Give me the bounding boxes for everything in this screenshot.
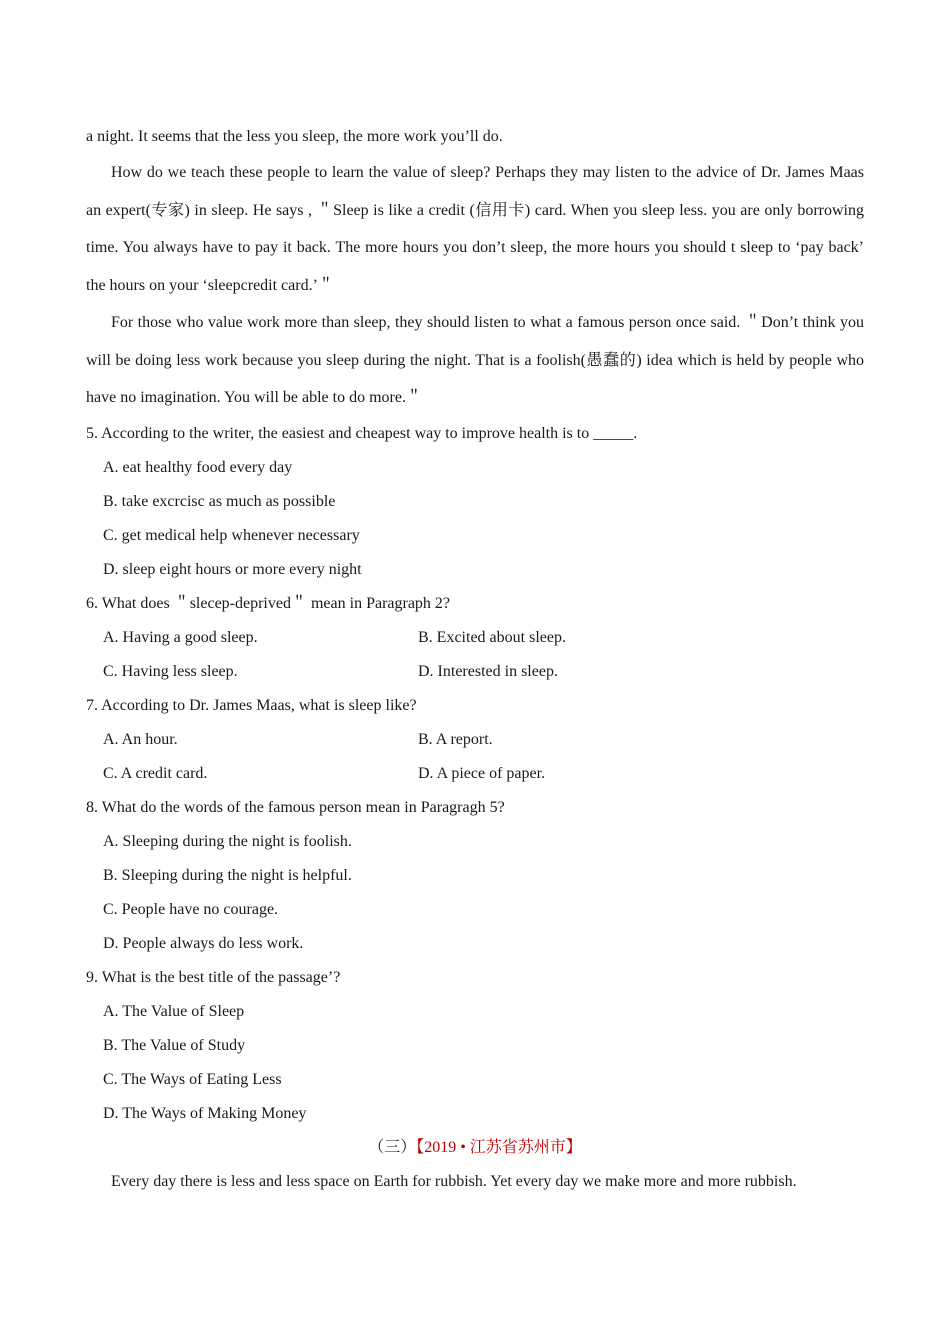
option-c: C. People have no courage. <box>103 900 279 918</box>
question-stem: 6. What does ＂slecep-deprived＂ mean in Paragraph 2? <box>86 594 451 612</box>
document-page <box>86 120 864 1199</box>
passage-paragraph-3: For those who value work more than sleep, they should listen to what a famous person once said. ＂Don’t think you will be doing less work because you sleep during the night. That is a foolish(愚蠢的) idea which is held by people who have no imagination. You will be able to do more.＂ <box>86 314 865 406</box>
question-stem: 7. According to Dr. James Maas, what is sleep like? <box>86 696 417 714</box>
option-d: D. The Ways of Making Money <box>103 1104 307 1122</box>
option-b: B. take excrcisc as much as possible <box>103 492 336 510</box>
question-8 <box>86 791 864 961</box>
option-b: B. Excited about sleep. <box>418 628 566 646</box>
question-7 <box>86 689 864 791</box>
option-row <box>86 757 864 791</box>
question-stem: 9. What is the best title of the passage’? <box>86 968 341 986</box>
option-row <box>86 621 864 655</box>
question-6 <box>86 587 864 689</box>
option-a: A. Having a good sleep. <box>103 628 258 646</box>
option-a: A. eat healthy food every day <box>103 458 293 476</box>
option-row <box>86 655 864 689</box>
option-c: C. A credit card. <box>103 764 208 782</box>
option-b: B. The Value of Study <box>103 1036 246 1054</box>
option-row <box>86 723 864 757</box>
option-d: D. A piece of paper. <box>418 764 546 782</box>
question-stem: 5. According to the writer, the easiest and cheapest way to improve health is to _____. <box>86 424 638 442</box>
option-d: D. Interested in sleep. <box>418 662 558 680</box>
section-intro-paragraph: Every day there is less and less space on Earth for rubbish. Yet every day we make more and more rubbish. <box>111 1172 797 1190</box>
option-a: A. An hour. <box>103 730 178 748</box>
option-c: C. Having less sleep. <box>103 662 238 680</box>
passage-paragraph-2: How do we teach these people to learn the value of sleep? Perhaps they may listen to the advice of Dr. James Maas an expert(专家) in sleep. He says , ＂Sleep is like a credit (信用卡) card. When you sleep less. you are only borrowing time. You always have to pay it back. The more hours you don’t sleep, the more hours you should t sleep to ‘pay back’ the hours on your ‘sleepcredit card.’＂ <box>86 164 864 294</box>
option-c: C. get medical help whenever necessary <box>103 526 360 544</box>
section-number: （三） <box>368 1138 417 1156</box>
section-heading <box>86 1131 864 1165</box>
option-a: A. Sleeping during the night is foolish. <box>103 832 352 850</box>
section-source: 【2019 • 江苏省苏州市】 <box>416 1138 582 1156</box>
question-5 <box>86 417 864 587</box>
option-d: D. People always do less work. <box>103 934 304 952</box>
option-b: B. Sleeping during the night is helpful. <box>103 866 352 884</box>
passage-paragraph-1: a night. It seems that the less you sleep, the more work you’ll do. <box>86 128 503 145</box>
question-9 <box>86 961 864 1131</box>
question-stem: 8. What do the words of the famous person mean in Paragragh 5? <box>86 798 505 816</box>
option-a: A. The Value of Sleep <box>103 1002 245 1020</box>
option-c: C. The Ways of Eating Less <box>103 1070 282 1088</box>
option-d: D. sleep eight hours or more every night <box>103 560 362 578</box>
option-b: B. A report. <box>418 730 493 748</box>
